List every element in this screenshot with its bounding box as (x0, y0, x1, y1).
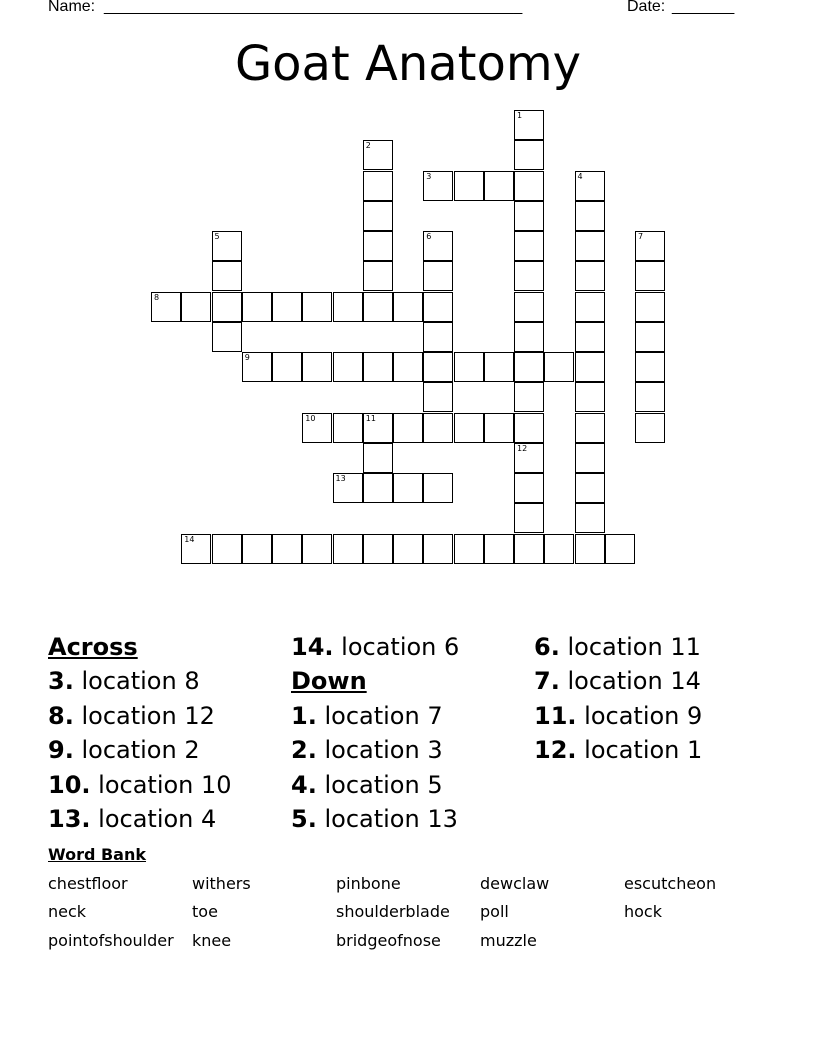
grid-cell (363, 473, 393, 503)
grid-cell (333, 352, 363, 382)
grid-cell (454, 413, 484, 443)
cell-number: 13 (335, 474, 346, 483)
cell-number: 12 (517, 443, 528, 453)
grid-cell (212, 292, 242, 322)
clue-text: location 4 (98, 804, 217, 833)
word-bank-item: pinbone (336, 874, 401, 893)
clue-number: 13. (48, 804, 91, 833)
clue-down (534, 699, 702, 733)
grid-cell (423, 382, 453, 412)
grid-cell (454, 171, 484, 201)
clue-column-2 (291, 630, 459, 836)
clue-down (291, 699, 459, 733)
cell-number: 6 (426, 232, 432, 241)
grid-cell (484, 534, 514, 564)
cell-number: 11 (365, 413, 376, 423)
grid-cell (363, 413, 393, 443)
name-label: Name: (48, 0, 96, 15)
clue-text: location 14 (567, 667, 701, 696)
grid-cell (605, 534, 635, 564)
cell-number: 7 (638, 232, 644, 241)
name-line: _______________________________________________ (104, 0, 523, 15)
cell-number: 5 (214, 232, 220, 241)
cell-number: 3 (426, 171, 432, 181)
grid-cell (393, 413, 423, 443)
grid-cell (333, 534, 363, 564)
grid-cell (363, 292, 393, 322)
grid-cell (423, 352, 453, 382)
clue-down (291, 733, 459, 767)
word-bank-heading: Word Bank (48, 845, 147, 864)
grid-cell (363, 534, 393, 564)
clue-number: 10. (48, 770, 91, 799)
word-bank-item: withers (192, 874, 251, 893)
clue-number: 6. (534, 633, 560, 661)
word-bank-item: chestfloor (48, 874, 128, 893)
grid-cell (363, 352, 393, 382)
word-bank-item: knee (192, 931, 232, 950)
clue-down (534, 664, 702, 698)
word-bank-item: bridgeofnose (336, 931, 441, 950)
clue-number: 7. (534, 667, 560, 696)
across-heading: Across (48, 633, 138, 661)
grid-cell (423, 171, 453, 201)
clue-text: location 1 (584, 736, 703, 765)
grid-cell (212, 261, 242, 291)
grid-cell (484, 413, 514, 443)
date-line: _______ (672, 0, 735, 15)
grid-cell (514, 382, 544, 412)
clue-text: location 7 (324, 701, 443, 730)
clue-number: 12. (534, 736, 577, 765)
clue-number: 4. (291, 770, 317, 799)
grid-cell (575, 503, 605, 533)
grid-cell (575, 413, 605, 443)
grid-cell (272, 534, 302, 564)
grid-cell (544, 352, 574, 382)
cell-number: 9 (244, 353, 250, 362)
grid-cell (514, 473, 544, 503)
grid-cell (454, 352, 484, 382)
grid-cell (635, 261, 665, 291)
clue-number: 2. (291, 736, 317, 765)
grid-cell (635, 231, 665, 261)
grid-cell (302, 352, 332, 382)
grid-cell (514, 534, 544, 564)
word-bank-item: hock (624, 902, 662, 921)
grid-cell (575, 352, 605, 382)
grid-cell (635, 292, 665, 322)
grid-cell (635, 382, 665, 412)
grid-cell (363, 201, 393, 231)
clue-text: location 8 (81, 667, 200, 696)
grid-cell (575, 473, 605, 503)
down-heading: Down (291, 667, 367, 696)
word-bank-item: poll (480, 902, 509, 921)
clue-text: location 3 (324, 736, 443, 765)
grid-cell (514, 110, 544, 140)
grid-cell (454, 534, 484, 564)
grid-cell (635, 352, 665, 382)
word-bank-item: neck (48, 902, 87, 921)
grid-cell (333, 292, 363, 322)
clue-text: location 12 (81, 701, 215, 730)
grid-cell (423, 473, 453, 503)
clue-number: 8. (48, 701, 74, 730)
clue-text: location 11 (567, 633, 701, 661)
grid-cell (423, 292, 453, 322)
grid-cell (181, 534, 211, 564)
grid-cell (514, 443, 544, 473)
grid-cell (514, 261, 544, 291)
clue-number: 14. (291, 633, 334, 661)
grid-cell (423, 261, 453, 291)
clue-text: location 2 (81, 736, 200, 765)
clue-number: 11. (534, 701, 577, 730)
word-bank-item: dewclaw (480, 874, 550, 893)
word-bank-item: shoulderblade (336, 902, 450, 921)
cell-number: 2 (365, 141, 371, 151)
clue-text: location 10 (98, 770, 232, 799)
clue-down (291, 768, 459, 802)
grid-cell (514, 201, 544, 231)
grid-cell (272, 292, 302, 322)
clue-across (48, 768, 232, 802)
clue-across (48, 699, 232, 733)
grid-cell (212, 231, 242, 261)
clue-number: 9. (48, 736, 74, 765)
grid-cell (423, 413, 453, 443)
grid-cell (575, 231, 605, 261)
clue-column-3 (534, 630, 702, 768)
grid-cell (514, 352, 544, 382)
clue-number: 5. (291, 804, 317, 833)
grid-cell (484, 171, 514, 201)
word-bank-item: toe (192, 902, 218, 921)
clue-down (534, 733, 702, 767)
clue-across (48, 664, 232, 698)
grid-cell (393, 534, 423, 564)
grid-cell (302, 534, 332, 564)
grid-cell (575, 261, 605, 291)
grid-cell (635, 322, 665, 352)
grid-cell (423, 231, 453, 261)
grid-cell (212, 534, 242, 564)
grid-cell (151, 292, 181, 322)
grid-cell (242, 292, 272, 322)
grid-cell (635, 413, 665, 443)
grid-cell (514, 413, 544, 443)
cell-number: 10 (305, 413, 316, 423)
page-title: Goat Anatomy (234, 36, 582, 92)
grid-cell (575, 443, 605, 473)
cell-number: 1 (517, 111, 523, 120)
clue-column-1 (48, 630, 232, 836)
grid-cell (393, 352, 423, 382)
grid-cell (514, 171, 544, 201)
cell-number: 14 (184, 534, 195, 544)
grid-cell (363, 231, 393, 261)
grid-cell (575, 382, 605, 412)
grid-cell (333, 413, 363, 443)
grid-cell (242, 534, 272, 564)
grid-cell (302, 413, 332, 443)
clue-text: location 9 (584, 701, 703, 730)
grid-cell (514, 322, 544, 352)
grid-cell (423, 534, 453, 564)
clue-down (534, 630, 702, 664)
grid-cell (333, 473, 363, 503)
grid-cell (575, 292, 605, 322)
grid-cell (393, 292, 423, 322)
grid-cell (363, 261, 393, 291)
grid-cell (302, 292, 332, 322)
grid-cell (575, 534, 605, 564)
grid-cell (393, 473, 423, 503)
grid-cell (575, 201, 605, 231)
grid-cell (575, 171, 605, 201)
grid-cell (514, 503, 544, 533)
grid-cell (514, 140, 544, 170)
word-bank-item: pointofshoulder (48, 931, 174, 950)
clue-text: location 6 (341, 633, 460, 661)
clue-number: 1. (291, 701, 317, 730)
clue-text: location 5 (324, 770, 443, 799)
cell-number: 8 (154, 292, 160, 302)
grid-cell (575, 322, 605, 352)
grid-cell (363, 443, 393, 473)
clue-across (48, 733, 232, 767)
clue-text: location 13 (324, 804, 458, 833)
word-bank-item: escutcheon (624, 874, 717, 893)
word-bank-item: muzzle (480, 931, 537, 950)
clue-down (291, 802, 459, 836)
grid-cell (423, 322, 453, 352)
grid-cell (544, 534, 574, 564)
clue-across (291, 630, 459, 664)
grid-cell (212, 322, 242, 352)
grid-cell (272, 352, 302, 382)
grid-cell (363, 140, 393, 170)
grid-cell (181, 292, 211, 322)
grid-cell (514, 292, 544, 322)
cell-number: 4 (577, 171, 583, 181)
clue-across (48, 802, 232, 836)
clue-number: 3. (48, 667, 74, 696)
grid-cell (484, 352, 514, 382)
grid-cell (363, 171, 393, 201)
grid-cell (242, 352, 272, 382)
grid-cell (514, 231, 544, 261)
date-label: Date: (627, 0, 666, 15)
